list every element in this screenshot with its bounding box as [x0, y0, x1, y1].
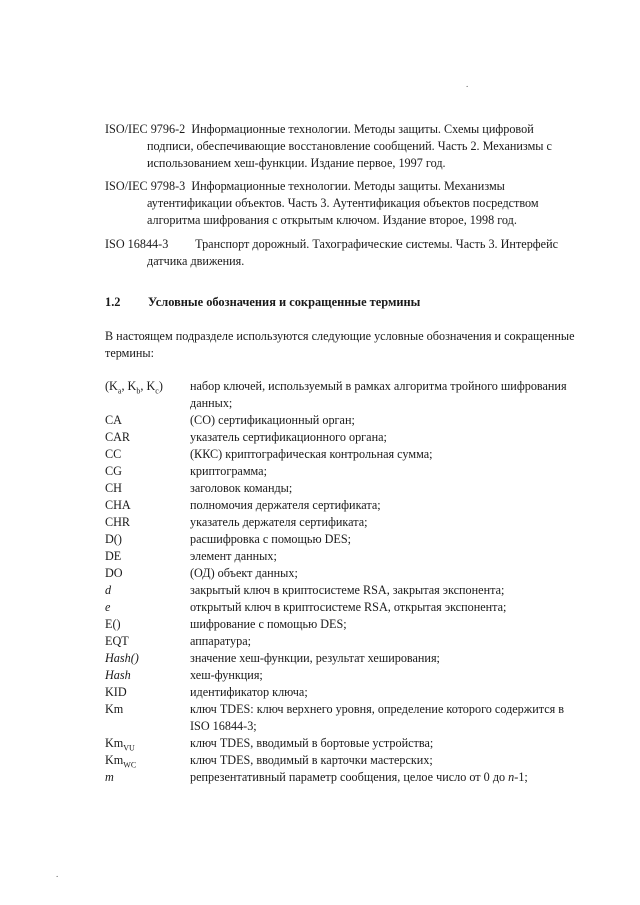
term-definition-line: ключ TDES, вводимый в карточки мастерских; [190, 753, 433, 767]
term-definition-line: элемент данных; [190, 549, 277, 563]
term-symbol: $Km_{WC}$ [105, 753, 137, 770]
term-symbol: d [105, 583, 112, 597]
term-definition-line: аппаратура; [190, 634, 252, 648]
section-title: Условные обозначения и сокращенные термины [148, 295, 421, 309]
term-definition [190, 514, 590, 531]
term-definition-line: указатель сертификационного органа; [190, 430, 387, 444]
term-definition [190, 378, 590, 412]
term-definition-line: полномочия держателя сертификата; [190, 498, 381, 512]
term-row [105, 701, 605, 735]
reference-code: ISO 16844-3 [105, 237, 169, 251]
term-row [105, 599, 605, 616]
reference-iso-16844-3 [105, 236, 590, 270]
term-symbol: Km [105, 702, 124, 716]
term-row [105, 463, 605, 480]
term-row [105, 582, 605, 599]
term-definition [190, 735, 590, 752]
term-definition [190, 769, 590, 786]
reference-iso-9798-3 [105, 178, 590, 229]
term-definition-line: репрезентативный параметр сообщения, целое число от 0 до n-1; [190, 770, 528, 784]
term-definition [190, 497, 590, 514]
term-symbol: CH [105, 481, 122, 495]
term-symbol: CA [105, 413, 122, 427]
reference-code: ISO/IEC 9796-2 [105, 122, 186, 136]
term-row [105, 616, 605, 633]
term-symbol: DE [105, 549, 122, 563]
term-definition [190, 565, 590, 582]
term-symbol: Hash() [105, 651, 139, 665]
term-row [105, 497, 605, 514]
term-row [105, 667, 605, 684]
scan-speck-top: . [466, 79, 469, 89]
term-definition [190, 531, 590, 548]
reference-text-line: аутентификации объектов. Часть 3. Аутентификация объектов посредством [147, 196, 539, 210]
term-definition [190, 599, 590, 616]
reference-text-line: Информационные технологии. Методы защиты. Механизмы [191, 179, 505, 193]
term-row [105, 752, 605, 769]
term-definition-line: данных; [190, 396, 233, 410]
term-definition-line: открытый ключ в криптосистеме RSA, открытая экспонента; [190, 600, 507, 614]
term-definition-line: ключ TDES, вводимый в бортовые устройства; [190, 736, 434, 750]
reference-text-line: Информационные технологии. Методы защиты. Схемы цифровой [191, 122, 534, 136]
term-definition [190, 582, 590, 599]
term-definition [190, 412, 590, 429]
terms-list [105, 378, 605, 786]
term-definition-line: набор ключей, используемый в рамках алгоритма тройного шифрования [190, 379, 567, 393]
reference-code: ISO/IEC 9798-3 [105, 179, 186, 193]
reference-text-line: подписи, обеспечивающие восстановление сообщений. Часть 2. Механизмы с [147, 139, 552, 153]
reference-text-line: использованием хеш-функции. Издание первое, 1997 год. [147, 156, 446, 170]
scan-speck-bottom: . [56, 869, 59, 879]
term-row [105, 633, 605, 650]
term-definition-line: закрытый ключ в криптосистеме RSA, закрытая экспонента; [190, 583, 505, 597]
term-definition-line: значение хеш-функции, результат хеширования; [190, 651, 440, 665]
term-row [105, 650, 605, 667]
term-symbol: DO [105, 566, 123, 580]
term-definition-line: (СО) сертификационный орган; [190, 413, 355, 427]
term-definition [190, 650, 590, 667]
term-symbol: ($K_a$, $K_b$, $K_c$) [105, 379, 163, 396]
term-definition [190, 701, 590, 735]
term-symbol: e [105, 600, 111, 614]
term-definition-line: ISO 16844-3; [190, 719, 257, 733]
term-definition [190, 667, 590, 684]
term-definition [190, 548, 590, 565]
term-row [105, 565, 605, 582]
term-definition-line: (ОД) объект данных; [190, 566, 298, 580]
term-definition [190, 633, 590, 650]
term-symbol: CC [105, 447, 122, 461]
term-symbol: D() [105, 532, 122, 546]
term-definition-line: хеш-функция; [190, 668, 263, 682]
term-definition-line: идентификатор ключа; [190, 685, 308, 699]
term-row [105, 531, 605, 548]
term-symbol: m [105, 770, 114, 784]
term-row [105, 769, 605, 786]
term-definition-line: указатель держателя сертификата; [190, 515, 368, 529]
term-definition [190, 463, 590, 480]
term-row [105, 429, 605, 446]
term-row [105, 480, 605, 497]
term-definition [190, 446, 590, 463]
term-definition-line: (ККС) криптографическая контрольная сумма; [190, 447, 433, 461]
term-definition [190, 684, 590, 701]
term-row [105, 446, 605, 463]
reference-text-line: датчика движения. [147, 254, 245, 268]
term-symbol: CHA [105, 498, 131, 512]
section-heading [105, 294, 420, 311]
term-row [105, 735, 605, 752]
term-row [105, 684, 605, 701]
reference-text-line: Транспорт дорожный. Тахографические системы. Часть 3. Интерфейс [195, 237, 559, 251]
reference-iso-9796-2 [105, 121, 590, 172]
term-definition-line: заголовок команды; [190, 481, 293, 495]
term-symbol: Hash [105, 668, 131, 682]
reference-text-line: алгоритма шифрования с открытым ключом. Издание второе, 1998 год. [147, 213, 517, 227]
term-definition [190, 616, 590, 633]
term-symbol: $Km_{VU}$ [105, 736, 135, 753]
term-symbol: CAR [105, 430, 131, 444]
term-row [105, 412, 605, 429]
term-definition-line: криптограмма; [190, 464, 267, 478]
term-row [105, 378, 605, 412]
term-symbol: E() [105, 617, 121, 631]
term-definition [190, 480, 590, 497]
term-row [105, 548, 605, 565]
term-definition-line: шифрование с помощью DES; [190, 617, 347, 631]
section-number: 1.2 [105, 295, 121, 309]
term-symbol: CG [105, 464, 122, 478]
term-definition-line: расшифровка с помощью DES; [190, 532, 352, 546]
term-definition-line: ключ TDES: ключ верхнего уровня, определение которого содержится в [190, 702, 565, 716]
term-definition [190, 752, 590, 769]
intro-paragraph: В настоящем подразделе используются следующие условные обозначения и сокращенные термины: [105, 329, 575, 360]
term-row [105, 514, 605, 531]
term-definition [190, 429, 590, 446]
term-symbol: EQT [105, 634, 129, 648]
term-symbol: CHR [105, 515, 131, 529]
term-symbol: KID [105, 685, 127, 699]
